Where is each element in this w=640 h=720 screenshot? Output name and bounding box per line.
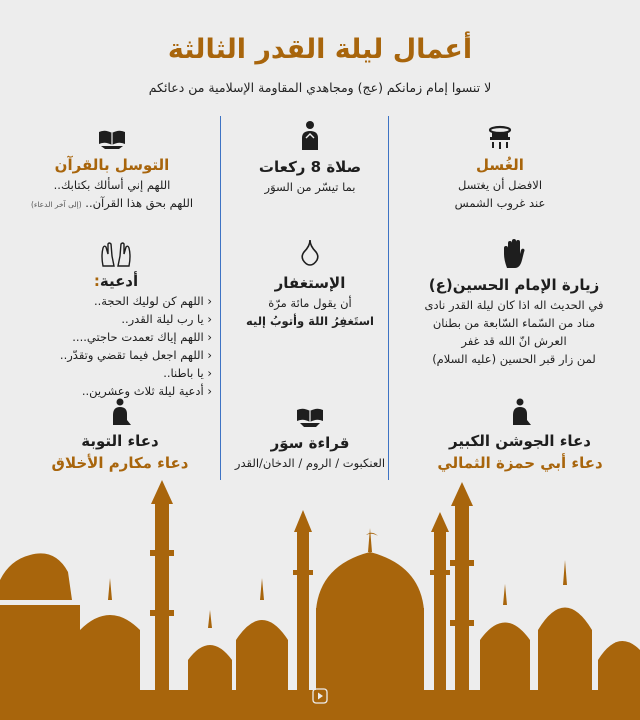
istighfar-section bbox=[236, 238, 384, 330]
duas-list bbox=[20, 292, 212, 400]
duas-heading: أدعية bbox=[99, 272, 139, 290]
praying-hands-icon bbox=[99, 240, 133, 268]
tawassul-line-1: اللهم إني أسألك بكتابك.. bbox=[53, 178, 171, 192]
ghusl-heading: الغُسل bbox=[476, 156, 524, 174]
prayer-line-1: بما تيسّر من السوَر bbox=[264, 180, 356, 194]
list-item: ‹ اللهم اجعل فيما تقضي وتقدّر.. bbox=[59, 348, 212, 362]
list-item: ‹ أدعية ليلة ثلاث وعشرين.. bbox=[81, 384, 212, 398]
quran-icon bbox=[97, 124, 127, 150]
tawba-line-2: دعاء مكارم الأخلاق bbox=[51, 454, 189, 472]
jawshan-line-1: دعاء الجوشن الكبير bbox=[448, 432, 591, 450]
tawassul-heading: التوسل بالقرآن bbox=[54, 156, 170, 174]
prayer-icon bbox=[297, 120, 323, 152]
play-logo-icon bbox=[312, 688, 328, 704]
istighfar-line-1: أن يقول مائة مرّة bbox=[268, 296, 352, 310]
istighfar-line-2: استَغفِرُ اللهَ وأتوبُ إليه bbox=[246, 314, 374, 328]
tawassul-line-2: اللهم بحق هذا القرآن.. bbox=[85, 196, 194, 210]
ghusl-line-2: عند غروب الشمس bbox=[454, 196, 546, 210]
column-divider-right bbox=[388, 116, 389, 480]
page-subtitle: لا تنسوا إمام زمانكم (عج) ومجاهدي المقاومة الإسلامية من دعائكم bbox=[148, 80, 492, 95]
duas-section bbox=[20, 240, 212, 400]
ziyara-line-2: مناد من السّماء السّابعة من بطنان bbox=[432, 316, 596, 330]
kneeling-prayer-icon bbox=[508, 398, 532, 426]
tawassul-line-2-wrap bbox=[12, 194, 212, 214]
list-item: ‹ يا باطنا.. bbox=[163, 366, 212, 380]
drop-icon bbox=[299, 238, 321, 266]
quran-stand-icon bbox=[295, 404, 325, 428]
istighfar-heading: الإستغفار bbox=[274, 274, 346, 292]
ziyara-line-1: في الحديث اله اذا كان ليلة القدر نادى bbox=[424, 298, 604, 312]
duas-heading-wrap: أدعية: bbox=[93, 272, 139, 290]
hand-icon bbox=[501, 238, 527, 270]
surahs-line-1: العنكبوت / الروم / الدخان/القدر bbox=[234, 456, 386, 470]
list-item: ‹ يا رب ليلة القدر.. bbox=[121, 312, 212, 326]
surahs-heading: قراءة سوَر bbox=[270, 434, 350, 452]
tawassul-note: (إلى آخر الدعاء) bbox=[30, 200, 82, 209]
ziyara-heading: زيارة الإمام الحسين(ع) bbox=[428, 276, 600, 294]
ziyara-section bbox=[396, 238, 632, 368]
jawshan-line-2: دعاء أبي حمزة الثمالي bbox=[437, 454, 603, 472]
list-item: ‹ اللهم إياك تعمدت حاجتي.... bbox=[72, 330, 212, 344]
prayer-heading: صلاة 8 ركعات bbox=[258, 158, 362, 176]
tawassul-section bbox=[12, 124, 212, 214]
page-title: أعمال ليلة القدر الثالثة bbox=[167, 34, 473, 65]
ghusl-line-1: الافضل أن يغتسل bbox=[457, 178, 543, 192]
ghusl-section bbox=[420, 124, 580, 212]
column-divider-left bbox=[220, 116, 221, 480]
ziyara-line-4: لمن زار قبر الحسين (عليه السلام) bbox=[432, 352, 596, 366]
shower-icon bbox=[486, 124, 514, 152]
mosque-skyline-illustration bbox=[0, 460, 640, 720]
list-item: ‹ اللهم كن لوليك الحجة.. bbox=[93, 294, 212, 308]
kneeling-prayer-icon bbox=[108, 398, 132, 426]
ziyara-line-3: العرش انّ الله قد غفر bbox=[461, 334, 567, 348]
prayer-section bbox=[240, 120, 380, 196]
tawba-line-1: دعاء التوبة bbox=[81, 432, 159, 450]
